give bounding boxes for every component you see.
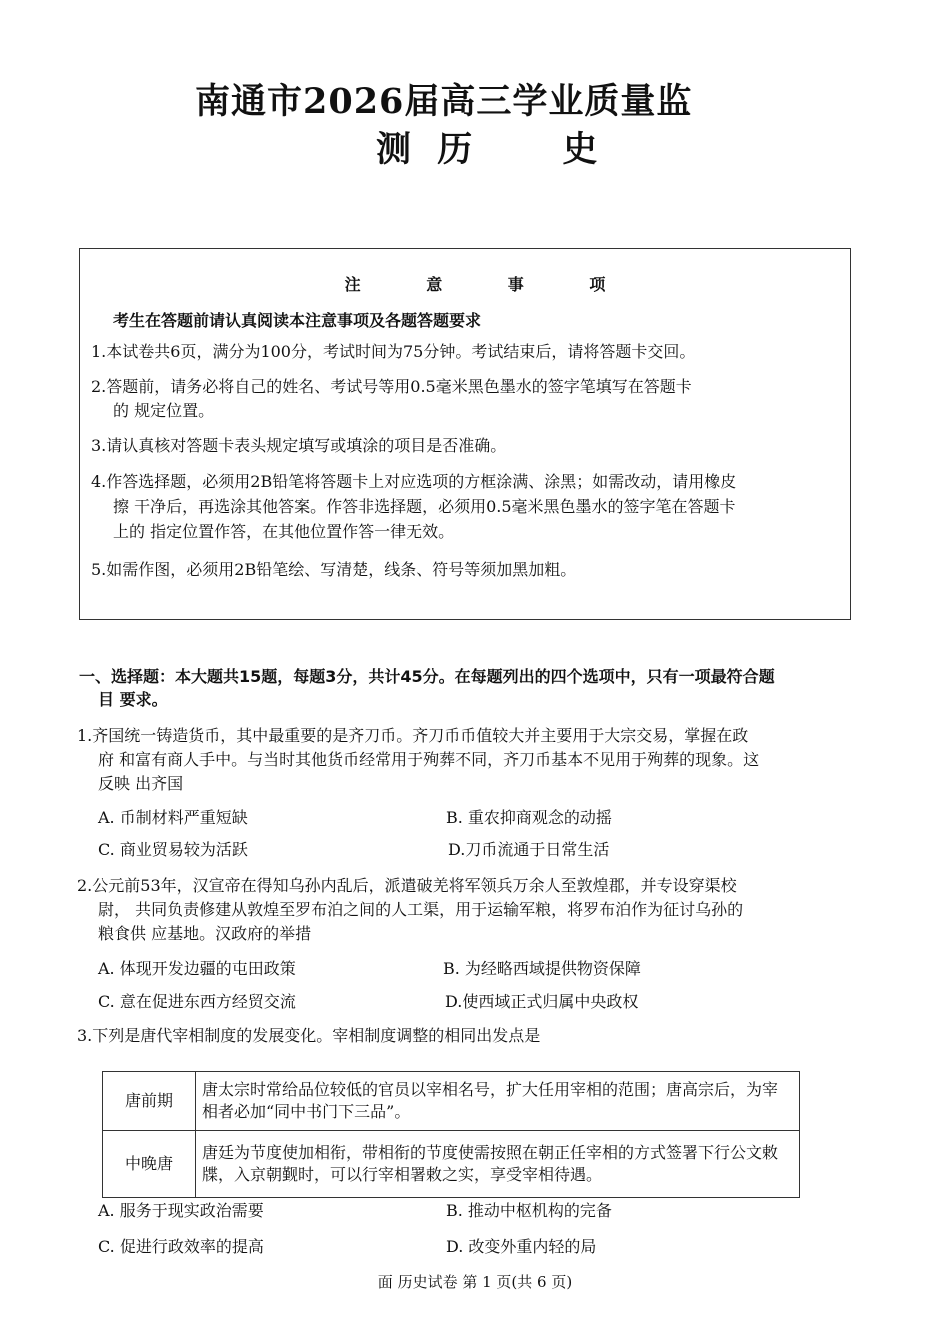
page-footer: 面 历史试卷 第 1 页(共 6 页): [377, 1273, 573, 1291]
q2-option-d[interactable]: D.使西域正式归属中央政权: [445, 992, 639, 1011]
notice-line: 的 规定位置。: [113, 401, 215, 420]
q3-option-d[interactable]: D. 改变外重内轻的局: [446, 1237, 597, 1256]
q1-option-a[interactable]: A. 币制材料严重短缺: [98, 808, 248, 827]
question-2-line: 尉， 共同负责修建从敦煌至罗布泊之间的人工渠，用于运输军粮，将罗布泊作为征讨乌孙的: [98, 900, 744, 919]
subject-char-3: 史: [562, 129, 598, 170]
exam-title: 南通市2026届高三学业质量监: [195, 81, 693, 122]
table-period: 中晚唐: [103, 1131, 196, 1198]
q1-option-d[interactable]: D.刀币流通于日常生活: [448, 840, 610, 859]
question-1-line: 府 和富有商人手中。与当时其他货币经常用于殉葬不同，齐刀币基本不见用于殉葬的现象。这: [98, 750, 760, 769]
q3-option-a[interactable]: A. 服务于现实政治需要: [98, 1201, 264, 1220]
notice-line: 上的 指定位置作答，在其他位置作答一律无效。: [113, 522, 455, 541]
table-row: [103, 1131, 800, 1198]
notice-line: 2.答题前，请务必将自己的姓名、考试号等用0.5毫米黑色墨水的签字笔填写在答题卡: [91, 377, 692, 396]
q3-option-b[interactable]: B. 推动中枢机构的完备: [446, 1201, 612, 1220]
question-3-line: 3.下列是唐代宰相制度的发展变化。宰相制度调整的相同出发点是: [77, 1026, 541, 1045]
table-text: 唐廷为节度使加相衔，带相衔的节度使需按照在朝正任宰相的方式签署下行公文敕牒，入京朝觐时，可以行宰相署敕之实，享受宰相待遇。: [196, 1131, 800, 1198]
section-heading: 一、选择题：本大题共15题，每题3分，共计45分。在每题列出的四个选项中，只有一项最符合题: [79, 667, 775, 686]
notice-line: 擦 干净后，再选涂其他答案。作答非选择题，必须用0.5毫米黑色墨水的签字笔在答题卡: [113, 497, 736, 516]
exam-subject: [376, 122, 597, 172]
q1-option-b[interactable]: B. 重农抑商观念的动摇: [446, 808, 612, 827]
subject-char-2: 历: [437, 129, 473, 170]
question-3-table: [102, 1071, 800, 1198]
table-row: [103, 1072, 800, 1131]
table-period: 唐前期: [103, 1072, 196, 1131]
q3-option-c[interactable]: C. 促进行政效率的提高: [98, 1237, 264, 1256]
q2-option-a[interactable]: A. 体现开发边疆的屯田政策: [98, 959, 296, 978]
notice-line: 5.如需作图，必须用2B铅笔绘、写清楚，线条、符号等须加黑加粗。: [91, 560, 577, 579]
question-2-line: 2.公元前53年，汉宣帝在得知乌孙内乱后，派遣破羌将军领兵万余人至敦煌郡，并专设穿渠校: [77, 876, 737, 895]
notice-subheading: 考生在答题前请认真阅读本注意事项及各题答题要求: [113, 311, 482, 330]
q2-option-c[interactable]: C. 意在促进东西方经贸交流: [98, 992, 296, 1011]
notice-line: 1.本试卷共6页，满分为100分，考试时间为75分钟。考试结束后，请将答题卡交回。: [91, 342, 696, 361]
question-1-line: 反映 出齐国: [98, 774, 184, 793]
subject-char-1: 测: [376, 129, 412, 170]
section-heading-cont: 目 要求。: [98, 690, 168, 709]
q1-option-c[interactable]: C. 商业贸易较为活跃: [98, 840, 248, 859]
notice-line: 3.请认真核对答题卡表头规定填写或填涂的项目是否准确。: [91, 436, 507, 455]
notice-heading: 注 意 事 项: [344, 275, 636, 294]
q2-option-b[interactable]: B. 为经略西域提供物资保障: [443, 959, 641, 978]
table-text: 唐太宗时常给品位较低的官员以宰相名号，扩大任用宰相的范围；唐高宗后，为宰相者必加“同中书门下三品”。: [196, 1072, 800, 1131]
question-2-line: 粮食供 应基地。汉政府的举措: [98, 924, 312, 943]
notice-line: 4.作答选择题，必须用2B铅笔将答题卡上对应选项的方框涂满、涂黑；如需改动，请用橡皮: [91, 472, 737, 491]
question-1-line: 1.齐国统一铸造货币，其中最重要的是齐刀币。齐刀币币值较大并主要用于大宗交易，掌握在政: [77, 726, 749, 745]
